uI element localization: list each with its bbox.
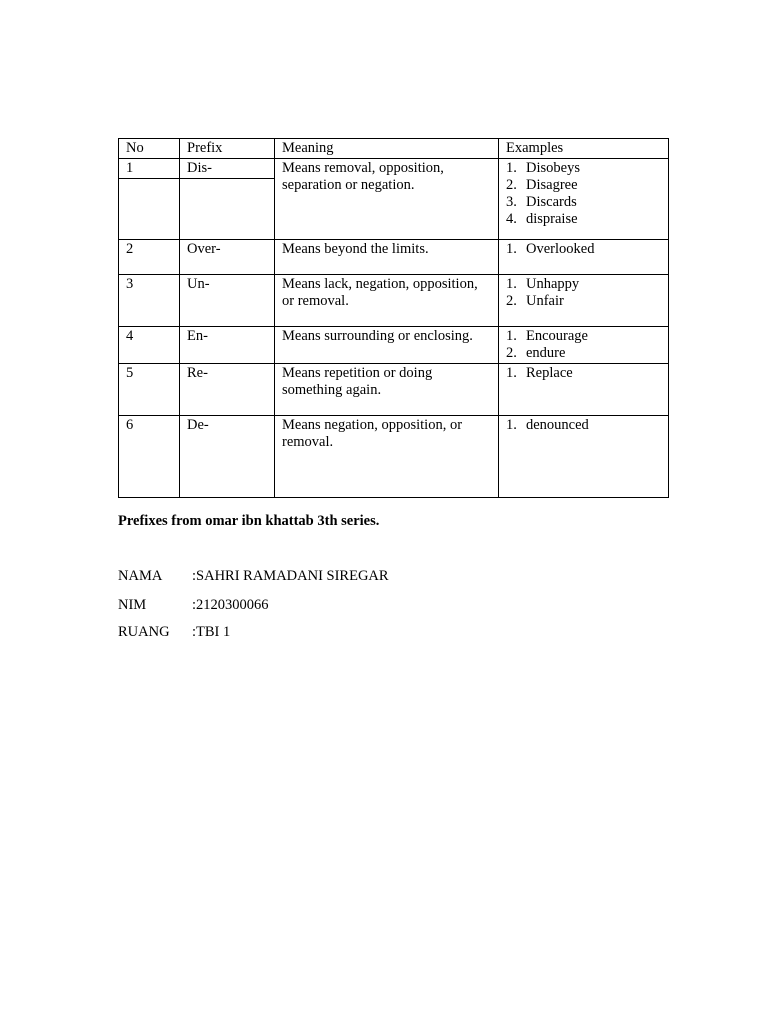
list-item: 2. Unfair [506, 293, 564, 309]
student-id-row [118, 597, 269, 614]
table-row [119, 275, 669, 327]
cell-no: 2 [119, 240, 180, 275]
header-prefix: Prefix [180, 139, 275, 159]
cell-no: 4 [119, 327, 180, 364]
cell-examples [499, 364, 669, 416]
table-caption: Prefixes from omar ibn khattab 3th series. [118, 513, 380, 529]
list-item: 2. Disagree [506, 177, 578, 193]
cell-no: 6 [119, 416, 180, 498]
nim-value: :2120300066 [192, 597, 269, 613]
cell-examples [499, 240, 669, 275]
ruang-label: RUANG [118, 624, 170, 640]
cell-no: 5 [119, 364, 180, 416]
cell-examples [499, 327, 669, 364]
examples-list [506, 328, 661, 362]
list-item: 1. denounced [506, 417, 589, 433]
table-row [119, 159, 669, 179]
header-meaning: Meaning [275, 139, 499, 159]
table-header-row [119, 139, 669, 159]
list-item: 3. Discards [506, 194, 577, 210]
list-item: 1. Encourage [506, 328, 588, 344]
cell-meaning: Means negation, opposition, or removal. [275, 416, 499, 498]
table-row [119, 416, 669, 498]
table-row [119, 327, 669, 364]
nim-label: NIM [118, 597, 147, 613]
examples-list [506, 365, 661, 382]
cell-prefix: Re- [180, 364, 275, 416]
name-label: NAMA [118, 568, 163, 584]
cell-prefix: Over- [180, 240, 275, 275]
cell-meaning: Means repetition or doing something again. [275, 364, 499, 416]
examples-list [506, 276, 661, 310]
cell-no: 3 [119, 275, 180, 327]
table-row [119, 240, 669, 275]
name-value: :SAHRI RAMADANI SIREGAR [192, 568, 389, 584]
list-item: 2. endure [506, 345, 566, 361]
examples-list [506, 417, 661, 434]
student-class-row [118, 624, 230, 641]
cell-examples [499, 416, 669, 498]
examples-list [506, 241, 661, 258]
cell-prefix: De- [180, 416, 275, 498]
cell-empty [119, 179, 180, 240]
student-name-row [118, 568, 389, 585]
cell-prefix: En- [180, 327, 275, 364]
cell-no: 1 [119, 159, 180, 179]
list-item: 4. dispraise [506, 211, 578, 227]
cell-examples [499, 275, 669, 327]
cell-empty [180, 179, 275, 240]
cell-prefix: Un- [180, 275, 275, 327]
table-row [119, 364, 669, 416]
cell-examples [499, 159, 669, 240]
list-item: 1. Overlooked [506, 241, 595, 257]
list-item: 1. Replace [506, 365, 573, 381]
cell-meaning: Means removal, opposition, separation or negation. [275, 159, 499, 240]
cell-meaning: Means lack, negation, opposition, or removal. [275, 275, 499, 327]
header-examples: Examples [499, 139, 669, 159]
cell-prefix: Dis- [180, 159, 275, 179]
cell-meaning: Means beyond the limits. [275, 240, 499, 275]
ruang-value: :TBI 1 [192, 624, 231, 640]
prefix-table [118, 138, 669, 498]
list-item: 1. Disobeys [506, 160, 580, 176]
list-item: 1. Unhappy [506, 276, 580, 292]
cell-meaning: Means surrounding or enclosing. [275, 327, 499, 364]
examples-list [506, 160, 661, 228]
header-no: No [119, 139, 180, 159]
